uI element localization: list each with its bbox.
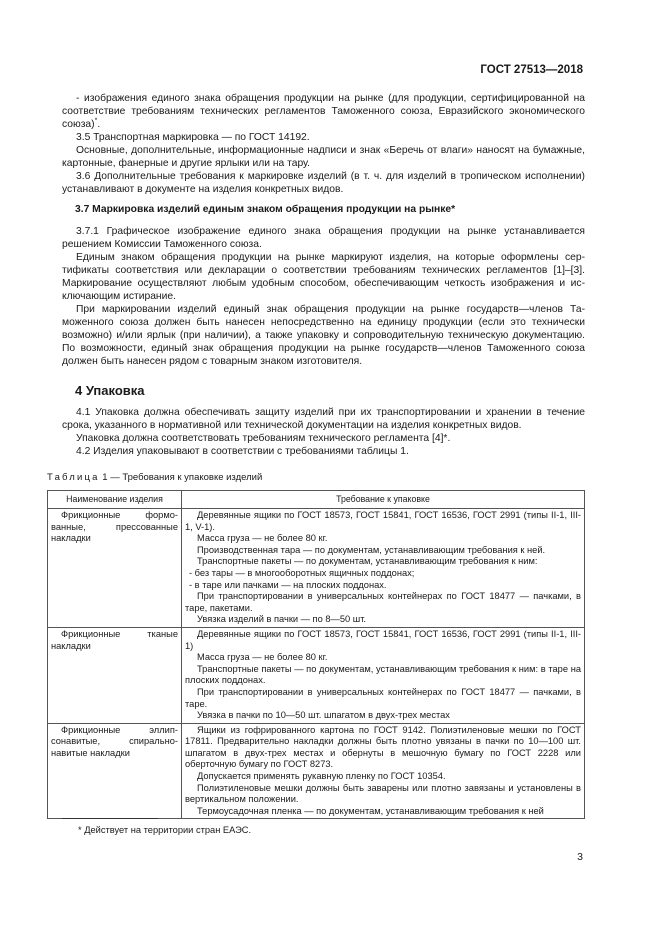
- paragraph: Единым знаком обращения продукции на рынке маркируют изделия, на которые оформлены сертификаты соответствия или декларации о соответствии требованиям технических регламентов [1]–[3]. Маркирование осуществляют любым удобным способом, обеспечивающим четкость изображения и исключающим истирание.: [62, 252, 585, 302]
- requirement-cell: Деревянные ящики по ГОСТ 18573, ГОСТ 15841, ГОСТ 16536, ГОСТ 2991 (типы II-1, III-1, V-1). Масса груза — не более 80 кг. Производственная тара — по документам, устанавливающим требования к ней. Транспортные пакеты — по документам, устанавливающим требования к ним: - без тары — в многооборотных ящичных поддонах; - в таре или пачками — на плоских поддонах. При транспортировании в универсальных контейнерах по ГОСТ 18477 — пачками, в таре, пакетами. Увязка изделий в пачки — по 8—50 шт.: [182, 509, 585, 628]
- paragraph: - изображения единого знака обращения продукции на рынке (для продукции, сертифицированной на соответствие требованиям технических регламентов Таможенного союза, Евразийского экономического союза)*.: [62, 93, 585, 130]
- paragraph: Упаковка должна соответствовать требованиям технического регламента [4]*.: [76, 433, 451, 444]
- product-name-cell: Фрикционные формованные, прессованные накладки: [48, 509, 182, 628]
- section-heading-4: 4 Упаковка: [75, 383, 145, 398]
- table-header-row: [48, 491, 585, 509]
- table-caption: Таблица 1 — Требования к упаковке изделий: [47, 472, 263, 483]
- product-name-cell: Фрикционные эллипсонавитые, спиральнонавитые накладки: [48, 723, 182, 819]
- requirement-cell: Ящики из гофрированного картона по ГОСТ 9142. Полиэтиленовые мешки по ГОСТ 17811. Предварительно накладки должны быть плотно увязаны в пачки по 10—100 шт. шпагатом в двух-трех местах и обернуты в мешочную бумагу по ГОСТ 2228 или оберточную бумагу по ГОСТ 8273. Допускается применять рукавную пленку по ГОСТ 10354. Полиэтиленовые мешки должны быть заварены или плотно завязаны и установлены в вертикальном положении. Термоусадочная пленка — по документам, устанавливающим требования к ней: [182, 723, 585, 819]
- footnote: * Действует на территории стран ЕАЭС.: [78, 825, 252, 835]
- table-row: [48, 509, 585, 628]
- table-row: [48, 627, 585, 723]
- paragraph: Основные, дополнительные, информационные надписи и знак «Беречь от влаги» наносят на бумажные, картонные, фанерные и другие ярлыки или на тару.: [62, 145, 585, 169]
- main-text: [62, 92, 585, 458]
- paragraph: 3.6 Дополнительные требования к маркировке изделий (в т. ч. для изделий в тропическом исполнении) устанавливают в документе на изделия конкретных видов.: [62, 171, 585, 195]
- product-name-cell: Фрикционные тканые накладки: [48, 627, 182, 723]
- paragraph: При маркировании изделий единый знак обращения продукции на рынке государств—членов Таможенного союза должен быть нанесен непосредственно на единицу продукции (если это технически возможно) и/или ярлык (при наличии), а также упаковку и сопроводительную техническую документацию. По возможности, единый знак обращения продукции на рынке государств—членов Таможенного союза должен быть нанесен рядом с товарным знаком изготовителя.: [62, 304, 585, 367]
- table-row: [48, 723, 585, 819]
- footnote-divider: [62, 818, 158, 819]
- paragraph: 3.7.1 Графическое изображение единого знака обращения продукции на рынке устанавливается решением Комиссии Таможенного союза.: [62, 226, 585, 250]
- document-code: ГОСТ 27513—2018: [480, 64, 583, 76]
- column-header: Требование к упаковке: [182, 491, 585, 509]
- paragraph: 3.5 Транспортная маркировка — по ГОСТ 14192.: [76, 132, 310, 143]
- page-number: 3: [577, 851, 583, 863]
- column-header: Наименование изделия: [48, 491, 182, 509]
- paragraph: 4.2 Изделия упаковывают в соответствии с требованиями таблицы 1.: [76, 446, 409, 457]
- packaging-requirements-table: [47, 490, 585, 819]
- paragraph: 4.1 Упаковка должна обеспечивать защиту изделий при их транспортировании и хранении в течение срока, указанного в нормативной или технической документации на изделия конкретных видов.: [62, 407, 585, 431]
- section-heading-3-7: 3.7 Маркировка изделий единым знаком обращения продукции на рынке*: [75, 204, 456, 215]
- requirement-cell: Деревянные ящики по ГОСТ 18573, ГОСТ 15841, ГОСТ 16536, ГОСТ 2991 (типы II-1, III-1) Масса груза — не более 80 кг. Транспортные пакеты — по документам, устанавливающим требования к ним: в таре на плоских поддонах. При транспортировании в универсальных контейнерах по ГОСТ 18477 — пачками, в таре. Увязка в пачки по 10—50 шт. шпагатом в двух-трех местах: [182, 627, 585, 723]
